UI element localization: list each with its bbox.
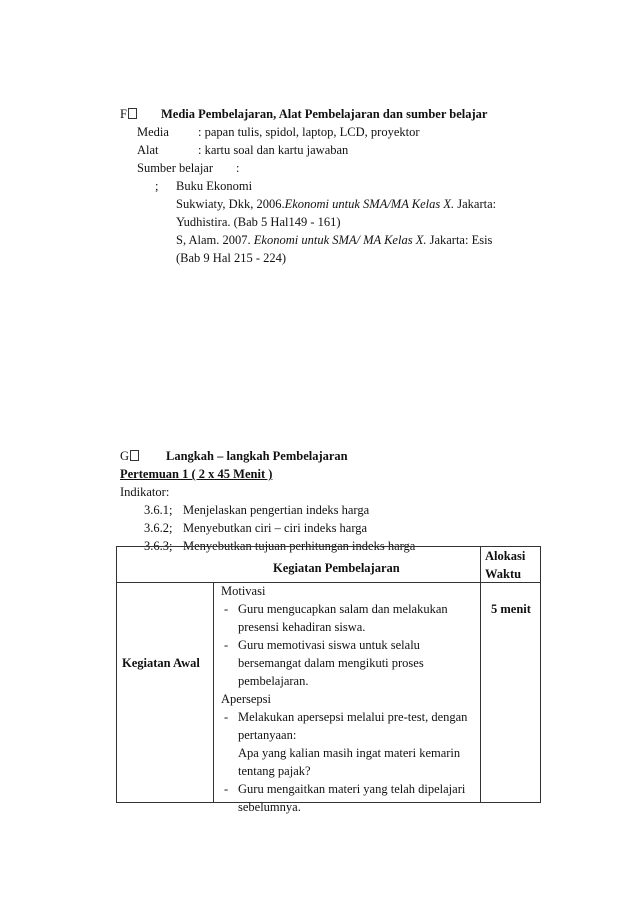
- reference-1-place: Jakarta:: [454, 197, 497, 211]
- list-item: presensi kehadiran siswa.: [238, 620, 366, 634]
- apersepsi-heading: Apersepsi: [221, 692, 271, 706]
- indicator-code: 3.6.3;: [144, 539, 173, 553]
- header-time-line-2: Waktu: [485, 567, 522, 581]
- list-item: tentang pajak?: [238, 764, 311, 778]
- reference-1-author: Sukwiaty, Dkk, 2006.: [176, 197, 285, 211]
- list-item: pertanyaan:: [238, 728, 297, 742]
- table-divider: [480, 547, 481, 802]
- reference-2-author: S, Alam. 2007.: [176, 233, 254, 247]
- row-time: 5 menit: [491, 602, 531, 616]
- indicator-text: Menyebutkan ciri – ciri indeks harga: [183, 521, 368, 535]
- dash-bullet: -: [224, 602, 229, 616]
- indikator-label: Indikator:: [120, 485, 170, 499]
- section-f-letter: F: [120, 107, 127, 121]
- reference-2-title: Ekonomi untuk SMA/ MA Kelas X.: [253, 233, 427, 247]
- list-bullet: ;: [155, 179, 159, 193]
- dash-bullet: -: [224, 638, 229, 652]
- list-item: Guru mengucapkan salam dan melakukan: [238, 602, 448, 616]
- section-g-heading: [120, 448, 139, 465]
- section-g-letter: G: [120, 449, 130, 463]
- indicator-code: 3.6.1;: [144, 503, 173, 517]
- sumber-label: Sumber belajar: [137, 161, 214, 175]
- checkbox-glyph-icon: [128, 108, 137, 119]
- alat-label: Alat: [137, 143, 159, 157]
- section-g-title: Langkah – langkah Pembelajaran: [166, 449, 348, 463]
- media-value: : papan tulis, spidol, laptop, LCD, proyektor: [198, 125, 420, 139]
- indicator-text: Menyebutkan tujuan perhitungan indeks harga: [183, 539, 416, 553]
- table-divider: [213, 583, 214, 802]
- table-divider: [117, 582, 540, 583]
- learning-activities-table: [116, 546, 541, 814]
- dash-bullet: -: [224, 782, 229, 796]
- list-item: Guru mengaitkan materi yang telah dipelajari: [238, 782, 466, 796]
- list-item: Apa yang kalian masih ingat materi kemarin: [238, 746, 461, 760]
- reference-2-place: Jakarta: Esis: [426, 233, 493, 247]
- list-item: sebelumnya.: [238, 800, 301, 814]
- reference-2-line-2: (Bab 9 Hal 215 - 224): [176, 251, 287, 265]
- reference-1-line-1: [176, 196, 496, 213]
- list-item: Melakukan apersepsi melalui pre-test, dengan: [238, 710, 468, 724]
- motivasi-heading: Motivasi: [221, 584, 266, 598]
- alat-value: : kartu soal dan kartu jawaban: [198, 143, 349, 157]
- meeting-title: Pertemuan 1 ( 2 x 45 Menit ): [120, 467, 273, 481]
- header-activity: Kegiatan Pembelajaran: [273, 561, 400, 575]
- list-item: pembelajaran.: [238, 674, 309, 688]
- media-label: Media: [137, 125, 169, 139]
- section-f-heading: [120, 106, 137, 123]
- reference-1-title: Ekonomi untuk SMA/MA Kelas X.: [284, 197, 455, 211]
- book-title: Buku Ekonomi: [176, 179, 253, 193]
- checkbox-glyph-icon: [130, 450, 139, 461]
- section-f-title: Media Pembelajaran, Alat Pembelajaran dan sumber belajar: [161, 107, 488, 121]
- list-item: Guru memotivasi siswa untuk selalu: [238, 638, 420, 652]
- sumber-colon: :: [236, 161, 240, 175]
- reference-1-line-2: Yudhistira. (Bab 5 Hal149 - 161): [176, 215, 341, 229]
- reference-2-line-1: [176, 232, 492, 249]
- row-label: Kegiatan Awal: [122, 656, 200, 670]
- indicator-code: 3.6.2;: [144, 521, 173, 535]
- indicator-text: Menjelaskan pengertian indeks harga: [183, 503, 370, 517]
- header-time-line-1: Alokasi: [485, 549, 526, 563]
- dash-bullet: -: [224, 710, 229, 724]
- list-item: bersemangat dalam mengikuti proses: [238, 656, 424, 670]
